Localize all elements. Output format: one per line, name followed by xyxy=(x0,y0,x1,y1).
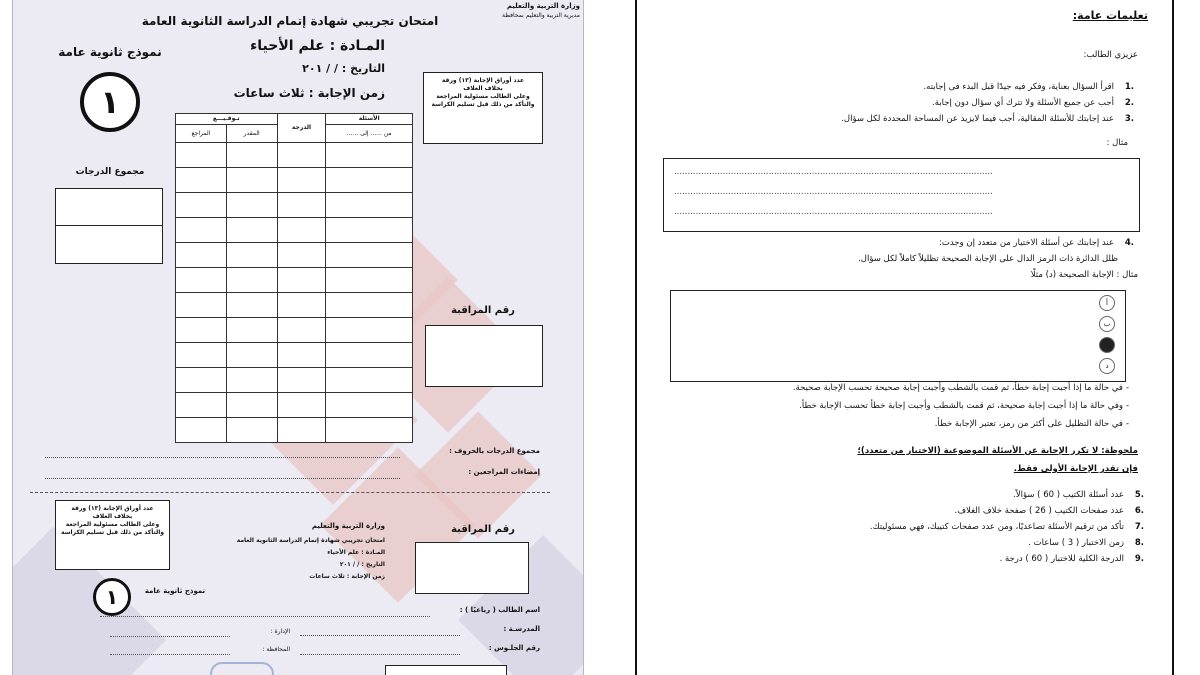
barcode-box xyxy=(385,665,507,675)
corrector-header: المقدر xyxy=(226,125,277,143)
dotted-line: ...................................................................................................................... xyxy=(674,167,993,177)
model-label: نموذج ثانوية عامة xyxy=(58,45,162,59)
table-cell[interactable] xyxy=(326,243,413,268)
seat-number-box-2[interactable] xyxy=(415,542,529,594)
answer-sheets-notice-2 xyxy=(55,500,170,570)
table-cell[interactable] xyxy=(226,368,277,393)
instruction-4: عند إجابتك عن أسئلة الاختيار من متعدد إن وجدت: xyxy=(938,238,1114,248)
instruction-2: أجب عن جميع الأسئلة ولا تترك أي سؤال دون إجابة. xyxy=(932,98,1114,108)
subject-label: المـادة : علم الأحياء xyxy=(250,38,385,54)
instruction-8: زمن الاختبار ( 3 ) ساعات . xyxy=(1028,538,1124,548)
dotted-line: ...................................................................................................................... xyxy=(674,207,993,217)
seat-no-line[interactable] xyxy=(300,654,460,655)
table-cell[interactable] xyxy=(277,193,326,218)
table-cell[interactable] xyxy=(326,343,413,368)
student-name-line[interactable] xyxy=(100,616,430,617)
instruction-7-number: 7. xyxy=(1134,522,1144,532)
seat-number-box[interactable] xyxy=(425,325,543,387)
option-c-circle-shaded: ج xyxy=(1099,337,1115,353)
greeting: عزيزي الطالب: xyxy=(1083,50,1138,60)
instruction-1-number: 1. xyxy=(1124,82,1134,92)
bullet: - xyxy=(1126,401,1130,411)
note-title: ملحوظة: لا تكرر الإجابة عن الأسئلة الموضوعية (الاختيار من متعدد)؛ xyxy=(857,446,1138,456)
instruction-6: عدد صفحات الكتيب ( 26 ) صفحة خلاف الغلاف. xyxy=(954,506,1124,516)
grades-in-letters-line[interactable] xyxy=(45,457,400,458)
table-cell[interactable] xyxy=(176,168,227,193)
table-cell[interactable] xyxy=(176,143,227,168)
governorate-line[interactable] xyxy=(110,654,230,655)
reviewer-header: المراجع xyxy=(176,125,227,143)
instruction-3-number: 3. xyxy=(1124,114,1134,124)
duration-label-2: زمن الإجابة : ثلاث ساعات xyxy=(309,573,385,580)
seat-number-label: رقم المراقبة xyxy=(451,305,515,316)
table-cell[interactable] xyxy=(176,318,227,343)
table-cell[interactable] xyxy=(176,393,227,418)
school-line[interactable] xyxy=(300,635,460,636)
student-name-label: اسم الطالب ( رباعيًا ) : xyxy=(459,606,540,614)
instruction-8-number: 8. xyxy=(1134,538,1144,548)
table-cell[interactable] xyxy=(226,218,277,243)
model-number-circle: ١ xyxy=(80,72,140,132)
table-cell[interactable] xyxy=(326,193,413,218)
notice-line: وعلى الطالب مسئولية المراجعة xyxy=(436,93,530,100)
table-cell[interactable] xyxy=(176,243,227,268)
table-cell[interactable] xyxy=(226,343,277,368)
cut-line xyxy=(30,492,550,493)
table-cell[interactable] xyxy=(277,218,326,243)
date-label-2: التاريخ : / / ٢٠١ xyxy=(339,561,385,568)
table-cell[interactable] xyxy=(226,393,277,418)
instruction-4-number: 4. xyxy=(1124,238,1134,248)
logo-arc xyxy=(210,662,274,675)
exam-title: امتحان تجريبي شهادة إتمام الدراسة الثانوية العامة xyxy=(141,14,439,28)
table-cell[interactable] xyxy=(326,393,413,418)
table-cell[interactable] xyxy=(176,343,227,368)
table-cell[interactable] xyxy=(277,368,326,393)
mcq-example-label: مثال : الإجابة الصحيحة (د) مثلًا xyxy=(1030,270,1138,280)
table-cell[interactable] xyxy=(277,393,326,418)
table-cell[interactable] xyxy=(226,168,277,193)
instructions-page xyxy=(608,0,1200,675)
total-grades-box[interactable] xyxy=(55,188,163,264)
ministry-name-2: وزارة التربية والتعليم xyxy=(311,522,385,530)
table-cell[interactable] xyxy=(176,268,227,293)
option-d-circle: د xyxy=(1099,358,1115,374)
reviewers-signatures-line[interactable] xyxy=(45,478,400,479)
instruction-7: تأكد من ترقيم الأسئلة تصاعديًا، ومن عدد صفحات كتيبك، فهي مسئوليتك. xyxy=(869,522,1124,532)
total-grades-label: مجموع الدرجات xyxy=(75,167,145,177)
dotted-line: ...................................................................................................................... xyxy=(674,187,993,197)
reviewers-signatures-label: إمضاءات المراجعين : xyxy=(468,468,540,476)
table-cell[interactable] xyxy=(226,318,277,343)
answer-sheets-notice xyxy=(423,72,543,144)
table-cell[interactable] xyxy=(176,218,227,243)
table-cell[interactable] xyxy=(226,293,277,318)
table-cell[interactable] xyxy=(226,418,277,443)
administration-label: الإدارة : xyxy=(270,628,290,635)
school-label: المدرسـة : xyxy=(503,625,540,633)
example-label: مثال : xyxy=(1106,138,1128,148)
table-cell[interactable] xyxy=(277,268,326,293)
table-cell[interactable] xyxy=(226,143,277,168)
grades-table xyxy=(175,113,413,443)
table-cell[interactable] xyxy=(277,318,326,343)
instruction-5-number: 5. xyxy=(1134,490,1144,500)
note-item-3: في حالة التظليل على أكثر من رمز، تعتبر الإجابة خطأ. xyxy=(934,419,1123,429)
table-cell[interactable] xyxy=(176,368,227,393)
table-cell[interactable] xyxy=(326,143,413,168)
table-cell[interactable] xyxy=(277,243,326,268)
notice-line: والتأكد من ذلك قبل تسليم الكراسة xyxy=(431,101,535,108)
subject-label-2: المـادة : علم الأحياء xyxy=(327,549,385,556)
table-cell[interactable] xyxy=(226,243,277,268)
table-cell[interactable] xyxy=(226,193,277,218)
notice-line: بخلاف الغلاف xyxy=(92,513,133,520)
table-cell[interactable] xyxy=(326,418,413,443)
questions-range: من ...... إلى ...... xyxy=(326,125,413,143)
table-cell[interactable] xyxy=(277,143,326,168)
mcq-example-box xyxy=(670,290,1126,382)
notice-line: والتأكد من ذلك قبل تسليم الكراسة xyxy=(61,529,164,536)
table-cell[interactable] xyxy=(326,218,413,243)
option-b-circle: ب xyxy=(1099,316,1115,332)
date-label: التاريخ : / / ٢٠١ xyxy=(302,62,385,75)
instructions-heading: تعليمات عامة: xyxy=(1072,9,1148,22)
notice-line: عدد أوراق الإجابة (١٣) ورقة xyxy=(441,77,525,84)
questions-header: الأسئلة xyxy=(326,114,413,125)
note-item-2: وفي حالة ما إذا أجبت إجابة صحيحة، ثم قمت بالشطب وأجبت إجابة خطأ تحسب الإجابة خطأ. xyxy=(799,401,1123,411)
instruction-3: عند إجابتك للأسئلة المقالية، أجب فيما لايزيد عن المساحة المحددة لكل سؤال. xyxy=(841,114,1114,124)
table-cell[interactable] xyxy=(326,318,413,343)
seat-number-label-2: رقم المراقبة xyxy=(451,524,515,535)
table-cell[interactable] xyxy=(326,293,413,318)
exam-title-2: امتحان تجريبي شهادة إتمام الدراسة الثانوية العامة xyxy=(236,537,385,544)
notice-line: عدد أوراق الإجابة (١٣) ورقة xyxy=(71,505,154,512)
note-line-2: فإن تقدر الإجابة الأولى فقط. xyxy=(1013,464,1138,474)
table-cell[interactable] xyxy=(326,368,413,393)
instruction-1: اقرأ السؤال بعناية، وفكر فيه جيدًا قبل البدء فى إجابته. xyxy=(923,82,1114,92)
table-cell[interactable] xyxy=(277,343,326,368)
notice-line: وعلى الطالب مسئولية المراجعة xyxy=(65,521,160,528)
governorate-label: المحافظة : xyxy=(262,646,290,653)
table-cell[interactable] xyxy=(176,293,227,318)
seat-no-label: رقم الجلـوس : xyxy=(488,644,540,652)
bullet: - xyxy=(1126,419,1130,429)
directorate-name: مديرية التربية والتعليم بمحافظة xyxy=(502,12,580,19)
table-cell[interactable] xyxy=(277,293,326,318)
instruction-2-number: 2. xyxy=(1124,98,1134,108)
instruction-4-sub: ظلل الدائرة ذات الرمز الدال على الإجابة الصحيحة تظليلاً كاملاً لكل سؤال. xyxy=(858,254,1118,264)
bullet: - xyxy=(1126,383,1130,393)
instruction-6-number: 6. xyxy=(1134,506,1144,516)
model-number-circle-2: ١ xyxy=(93,578,131,616)
table-cell[interactable] xyxy=(277,418,326,443)
table-cell[interactable] xyxy=(277,168,326,193)
signature-header: تـوقـيـــع xyxy=(176,114,278,125)
grades-in-letters-label: مجموع الدرجات بالحروف : xyxy=(449,447,540,455)
model-label-2: نموذج ثانوية عامة xyxy=(144,587,206,595)
duration-label: زمن الإجابة : ثلاث ساعات xyxy=(233,86,385,100)
essay-example-box xyxy=(663,158,1140,232)
administration-line[interactable] xyxy=(110,636,230,637)
exam-cover-page xyxy=(0,0,592,675)
instruction-9-number: 9. xyxy=(1134,554,1144,564)
instruction-5: عدد أسئلة الكتيب ( 60 ) سؤالاً. xyxy=(1013,490,1124,500)
instruction-9: الدرجة الكلية للاختبار ( 60 ) درجة . xyxy=(999,554,1124,564)
table-cell[interactable] xyxy=(176,418,227,443)
option-a-circle: أ xyxy=(1099,295,1115,311)
notice-line: بخلاف الغلاف xyxy=(463,85,503,92)
ministry-name: وزارة التربية والتعليم xyxy=(506,2,580,10)
table-cell[interactable] xyxy=(176,193,227,218)
table-cell[interactable] xyxy=(226,268,277,293)
table-cell[interactable] xyxy=(326,168,413,193)
grade-header: الدرجة xyxy=(277,114,326,143)
table-cell[interactable] xyxy=(326,268,413,293)
note-item-1: في حالة ما إذا أجبت إجابة خطأ، ثم قمت بالشطب وأجبت إجابة صحيحة تحسب الإجابة صحيحة. xyxy=(792,383,1123,393)
